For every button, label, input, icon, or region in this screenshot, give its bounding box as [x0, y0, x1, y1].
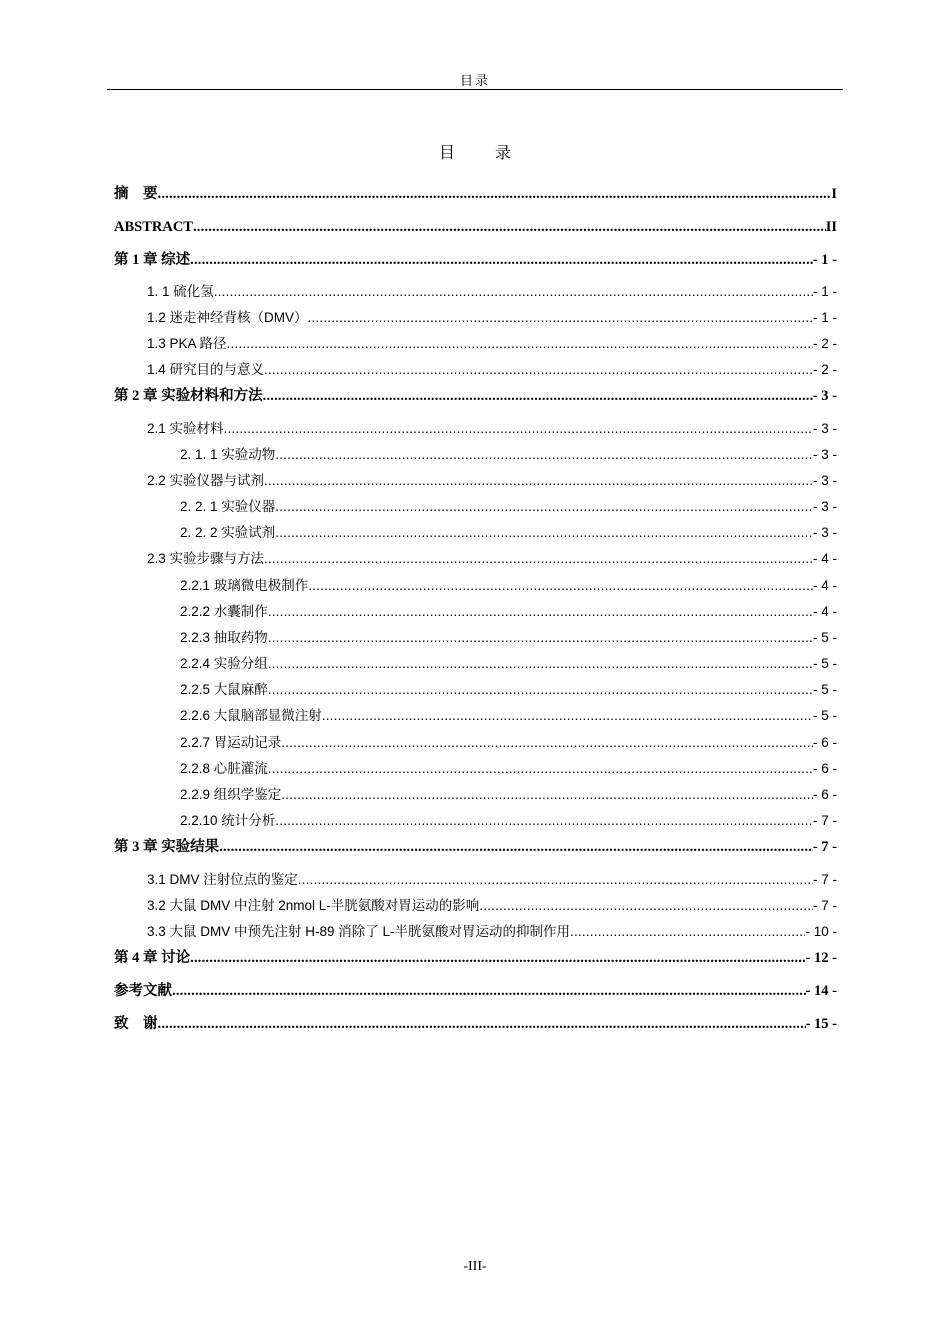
- toc-entry-page: - 12 -: [805, 950, 837, 966]
- toc-leader-dots: [275, 497, 813, 517]
- header-rule: [107, 89, 843, 90]
- toc-entry-label: 2.1 实验材料: [147, 421, 224, 436]
- toc-entry-page: - 1 -: [812, 252, 837, 268]
- toc-entry-label: 致 谢: [114, 1016, 158, 1032]
- toc-entry-page: - 2 -: [812, 336, 837, 351]
- toc-leader-dots: [190, 250, 813, 270]
- toc-leader-dots: [308, 576, 813, 596]
- toc-entry-chapter-4[interactable]: [114, 948, 837, 968]
- toc-leader-dots: [268, 654, 813, 674]
- toc-entry-page: - 4 -: [812, 578, 837, 593]
- toc-entry-subsection[interactable]: [180, 628, 837, 648]
- toc-entry-page: - 7 -: [812, 839, 837, 855]
- toc-entry-page: - 5 -: [812, 630, 837, 645]
- toc-leader-dots: [298, 870, 813, 890]
- toc-entry-acknowledgements[interactable]: [114, 1014, 837, 1034]
- toc-entry-chapter-1[interactable]: [114, 250, 837, 270]
- toc-entry-label: 2.2.9 组织学鉴定: [180, 787, 282, 802]
- toc-entry-label: 2.2.3 抽取药物: [180, 630, 268, 645]
- toc-leader-dots: [158, 1014, 806, 1034]
- toc-entry-page: - 3 -: [812, 499, 837, 514]
- toc-entry-section[interactable]: [147, 308, 837, 328]
- toc-entry-label: 2. 2. 1 实验仪器: [180, 499, 276, 514]
- toc-leader-dots: [264, 471, 813, 491]
- toc-entry-subsection[interactable]: [180, 445, 837, 465]
- toc-entry-label: 2.2 实验仪器与试剂: [147, 473, 265, 488]
- toc-entry-label: 2. 1. 1 实验动物: [180, 447, 276, 462]
- toc-entry-page: - 4 -: [812, 551, 837, 566]
- toc-entry-label: 3.3 大鼠 DMV 中预先注射 H-89 消除了 L-半胱氨酸对胃运动的抑制作用: [147, 924, 571, 939]
- toc-entry-label: 2.2.2 水囊制作: [180, 604, 268, 619]
- toc-leader-dots: [219, 837, 813, 857]
- toc-leader-dots: [158, 184, 832, 204]
- toc-leader-dots: [268, 759, 813, 779]
- toc-entry-section[interactable]: [147, 334, 837, 354]
- toc-entry-page: - 3 -: [812, 473, 837, 488]
- toc-entry-section[interactable]: [147, 870, 837, 890]
- toc-leader-dots: [570, 922, 805, 942]
- toc-entry-chapter-2[interactable]: [114, 386, 837, 406]
- toc-entry-label: 2.2.5 大鼠麻醉: [180, 682, 268, 697]
- toc-entry-page: - 3 -: [812, 525, 837, 540]
- toc-entry-section[interactable]: [147, 922, 837, 942]
- toc-leader-dots: [275, 811, 813, 831]
- toc-entry-label: 3.2 大鼠 DMV 中注射 2nmol L-半胱氨酸对胃运动的影响: [147, 898, 480, 913]
- toc-entry-label: 第 3 章 实验结果: [114, 839, 220, 855]
- toc-entry-subsection[interactable]: [180, 706, 837, 726]
- toc-entry-label: 2. 2. 2 实验试剂: [180, 525, 276, 540]
- toc-entry-label: 2.2.8 心脏灌流: [180, 761, 268, 776]
- toc-entry-page: II: [825, 219, 837, 235]
- toc-entry-label: 2.2.4 实验分组: [180, 656, 268, 671]
- toc-leader-dots: [193, 217, 826, 237]
- toc-leader-dots: [172, 981, 806, 1001]
- toc-entry-label: 1. 1 硫化氢: [147, 284, 214, 299]
- toc-entry-page: - 3 -: [812, 388, 837, 404]
- toc-leader-dots: [190, 948, 805, 968]
- toc-entry-subsection[interactable]: [180, 811, 837, 831]
- toc-entry-label: 第 4 章 讨论: [114, 950, 191, 966]
- toc-entry-subsection[interactable]: [180, 733, 837, 753]
- toc-leader-dots: [275, 445, 813, 465]
- toc-entry-page: - 5 -: [812, 708, 837, 723]
- toc-leader-dots: [308, 308, 813, 328]
- running-header: 目录: [459, 74, 490, 89]
- toc-entry-label: 参考文献: [114, 983, 172, 999]
- toc-leader-dots: [281, 733, 813, 753]
- toc-leader-dots: [227, 334, 813, 354]
- toc-entry-subsection[interactable]: [180, 497, 837, 517]
- toc-entry-section[interactable]: [147, 360, 837, 380]
- toc-entry-label: ABSTRACT: [114, 219, 193, 235]
- toc-entry-abstract-cn[interactable]: [114, 184, 837, 204]
- toc-entry-page: - 3 -: [812, 447, 837, 462]
- toc-entry-subsection[interactable]: [180, 654, 837, 674]
- toc-entry-label: 2.2.7 胃运动记录: [180, 735, 282, 750]
- toc-entry-section[interactable]: [147, 419, 837, 439]
- toc-entry-page: - 10 -: [805, 924, 837, 939]
- toc-entry-label: 3.1 DMV 注射位点的鉴定: [147, 872, 298, 887]
- toc-entry-page: I: [831, 186, 837, 202]
- toc-entry-section[interactable]: [147, 282, 837, 302]
- toc-entry-page: - 1 -: [812, 310, 837, 325]
- toc-entry-references[interactable]: [114, 981, 837, 1001]
- page-number: -III-: [463, 1259, 487, 1274]
- toc-entry-label: 2.2.6 大鼠脑部显微注射: [180, 708, 322, 723]
- toc-leader-dots: [281, 785, 813, 805]
- toc-entry-subsection[interactable]: [180, 680, 837, 700]
- toc-entry-page: - 1 -: [812, 284, 837, 299]
- toc-entry-section[interactable]: [147, 896, 837, 916]
- toc-leader-dots: [268, 602, 813, 622]
- toc-entry-page: - 5 -: [812, 656, 837, 671]
- toc-leader-dots: [268, 680, 813, 700]
- toc-entry-page: - 6 -: [812, 761, 837, 776]
- toc-entry-page: - 14 -: [805, 983, 837, 999]
- toc-entry-page: - 3 -: [812, 421, 837, 436]
- toc-entry-subsection[interactable]: [180, 785, 837, 805]
- toc-entry-label: 摘 要: [114, 186, 158, 202]
- toc-leader-dots: [275, 523, 813, 543]
- toc-leader-dots: [263, 386, 813, 406]
- toc-entry-label: 第 2 章 实验材料和方法: [114, 388, 263, 404]
- toc-entry-page: - 15 -: [805, 1016, 837, 1032]
- toc-leader-dots: [268, 628, 813, 648]
- toc-entry-page: - 2 -: [812, 362, 837, 377]
- toc-entry-page: - 7 -: [812, 813, 837, 828]
- toc-entry-section[interactable]: [147, 471, 837, 491]
- toc-leader-dots: [322, 706, 813, 726]
- toc-entry-subsection[interactable]: [180, 759, 837, 779]
- toc-entry-page: - 7 -: [812, 872, 837, 887]
- toc-entry-subsection[interactable]: [180, 523, 837, 543]
- toc-entry-label: 1.3 PKA 路径: [147, 336, 227, 351]
- toc-entry-subsection[interactable]: [180, 602, 837, 622]
- toc-entry-page: - 7 -: [812, 898, 837, 913]
- toc-entry-label: 1.4 研究目的与意义: [147, 362, 265, 377]
- toc-entry-page: - 4 -: [812, 604, 837, 619]
- toc-entry-page: - 6 -: [812, 787, 837, 802]
- toc-leader-dots: [214, 282, 813, 302]
- toc-leader-dots: [224, 419, 813, 439]
- toc-leader-dots: [264, 549, 813, 569]
- toc-entry-subsection[interactable]: [180, 576, 837, 596]
- toc-leader-dots: [264, 360, 813, 380]
- toc-entry-page: - 5 -: [812, 682, 837, 697]
- toc-entry-label: 第 1 章 综述: [114, 252, 191, 268]
- toc-entry-label: 1.2 迷走神经背核（DMV）: [147, 310, 308, 325]
- toc-leader-dots: [479, 896, 813, 916]
- toc-entry-label: 2.2.1 玻璃微电极制作: [180, 578, 309, 593]
- toc-entry-abstract-en[interactable]: [114, 217, 837, 237]
- toc-entry-page: - 6 -: [812, 735, 837, 750]
- toc-entry-label: 2.3 实验步骤与方法: [147, 551, 265, 566]
- toc-entry-chapter-3[interactable]: [114, 837, 837, 857]
- toc-entry-label: 2.2.10 统计分析: [180, 813, 276, 828]
- toc-title: 目 录: [438, 143, 523, 162]
- toc-entry-section[interactable]: [147, 549, 837, 569]
